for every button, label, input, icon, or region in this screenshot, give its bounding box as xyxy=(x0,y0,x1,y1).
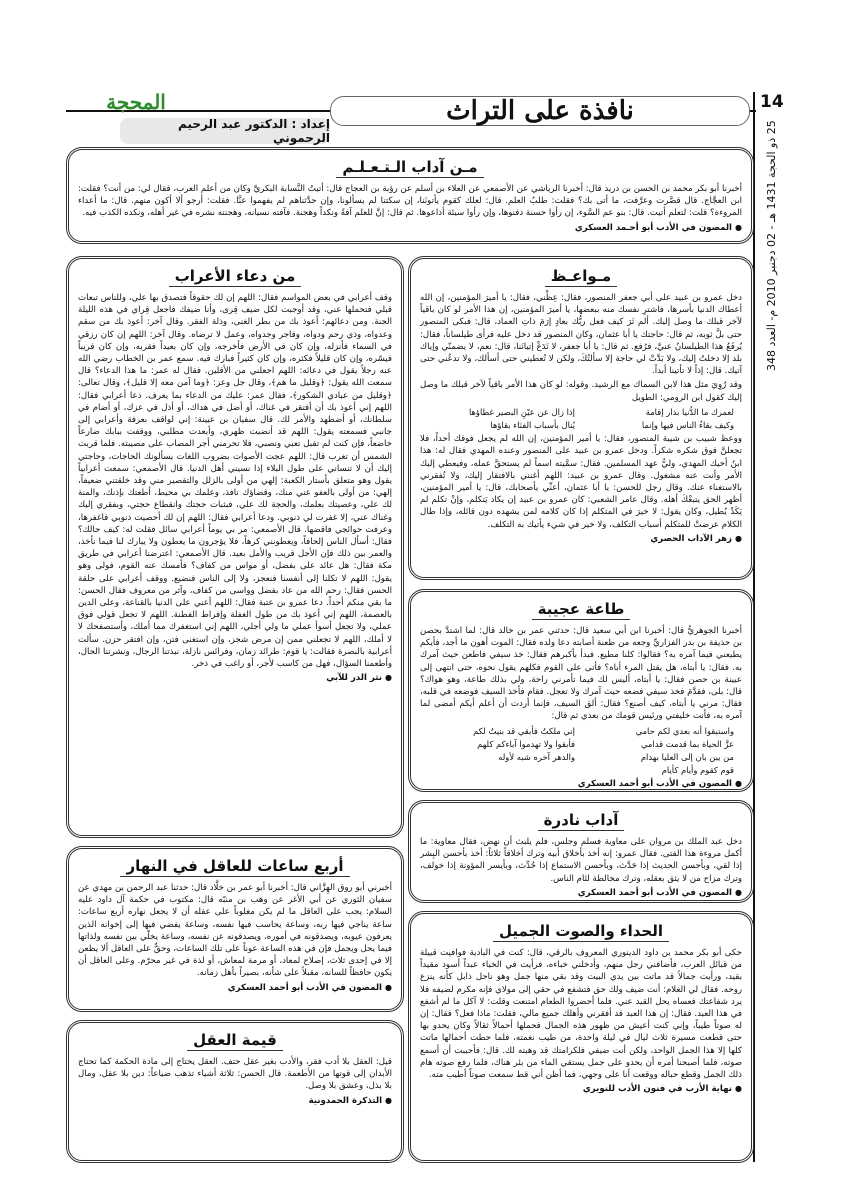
verse: لعمرك ما الدُّنيا بدار إقامة xyxy=(645,406,734,417)
verse: فأبقوا ولا تهدموا آباءكم كلهم xyxy=(477,738,575,749)
article-source: ●نثر الدر للآبي xyxy=(326,673,392,684)
article-source: ●نهاية الأرب في فنون الأدب للنويري xyxy=(582,1084,742,1095)
article-body: أخبرني أبو روق الهِزَّاني قال: أخبرنا أبو عمر بن خلَّاد قال: حدثنا عبد الرحمن بن مهدي عن سفيان الثوري عن أبي الأغر عن وهب بن منبّه قال: مكتوب في حكمة آل داود عليه السلام: يجب على العاقل ما لم يكن مغلوباً على عقله أن لا يجعل نهاره أربع ساعات: ساعة يناجي فيها ربه، وساعة يحاسب فيها نفسه، وساعة يفضي فيها إلى إخوانه الذين يعرفون عيوبه، ويصدقونه في أموره، ويصدقونه عن نفسه، وساعة يخلّي بين نفسه ولذاتها فيما يحل ويجمل فإن في هذه الساعة عوناً على تلك الساعات، وحقٌّ على العاقل ألا يظعن إلا في إحدى ثلاث، إصلاح لمعاد، أو مرمة لمعاش، أو لذة في غير محرّم. وعلى العاقل أن يكون حافظاً للسانه، مقبلاً على شأنه، بصيراً بأهل زمانه. xyxy=(78,883,392,979)
bullet-icon: ● xyxy=(735,222,742,232)
verse: واستبقوا أنه بعدي لكم حامي xyxy=(635,725,734,736)
verse: قوم كقوم وأيام كأيام xyxy=(661,765,734,776)
article-arba-saat xyxy=(66,846,404,1012)
article-dua-alaarab xyxy=(66,256,404,838)
article-alhida xyxy=(408,911,754,1163)
bullet-icon: ● xyxy=(735,887,742,897)
verse: إني ملكتُ فأبقي قد بنيتُ لكم xyxy=(473,725,575,736)
article-body-continued: ووعظ شبيب بن شيبة المنصور، فقال: يا أمير المؤمنين، إن الله لم يجعل فوقك أحداً، فلا تجعلنَّ فوق شكره شكراً. ودخل عمرو بن عبيد على المنصور وعنده المهدي فقال له: هذا ابنُ أخيك المهدي، وليُّ عهد المسلمين. فقال: سمَّيته اسماً لم يستحقَّ عمله، وفيعطي إليك الأمر وأنت عنه مشغول. وقال عمرو بن عبيد: اللهم أغنني بالافتقار إليك، ولا تُفقرني بالاستغناء عنك. وقال رجل للحسن: يا أبا عثمان، أعنِّي بأصحابك، قال: يا أمير المؤمنين، أظهر الحق يتبعْكَ أهله. وقال عامر الشعبي: كان عمرو بن عبيد إن يكاد يَتكلم، وإنْ تكلم لم يَكَدْ يُطيل، وكان يقول: لا خيرَ في المتكلم إذا كان كلامه لمن يشهده دون قائله، وإذا طال الكلام عرضتْ للمتكلم أسباب التكلف، ولا خير في شيء يأتيك به التكلف. xyxy=(420,434,742,530)
article-body: أخبرنا الجوهريُّ قال: أخبرنا ابن أبي سعيد قال: حدثني عمر بن خالد قال: لما اشتدَّ بحصن بن حذيفة بن بدر الفزاريِّ وجعه من طعنة أصابته دعا ولده فقال: الموت أهون ما أجد، فأيكم يطيعني فيما آمره به؟ فقالوا: كلنا مطيع. فبدأ بأكبرهم فقال: خذ سيفي فاطعن حيث آمرك به. فقال: يا أبتاه، هل يقتل المرء أباه؟ فأتى على القوم فكلهم يقول نحوه، حتى انتهى إلى عيينة بن حصن فقال: يا أبتاه، أليس لك فيما تأمرني راحة، ولي بذلك طاعة، وهو هواك؟ قال: بلى، فقدَّمَ فخذ سيفي فضعه حيث آمرك ولا تعجل. فقام فأخذ السيف فوضعه في قلبه، فقال: مرني يا أبتاه، كيف أصنع؟ فقال: ألق السيف، فإنما أردت أن أعلم أيكم أمضى لما آمره به، فأنت خليفتي ورئيس قومك من بعدي ثم قال: xyxy=(420,626,742,722)
article-title: مـواعـظ xyxy=(420,267,742,287)
article-taa-ajiba xyxy=(408,589,754,792)
article-title: طاعة عجيبة xyxy=(420,600,742,620)
verse: إذا زال عن عيْنِ البصير غطاؤها xyxy=(468,406,575,417)
issue-date-line: 25 ذو الحجة 1431 هـ - 02 دجنبر 2010 م- العدد 348 xyxy=(765,120,778,371)
bullet-icon: ● xyxy=(385,1095,392,1105)
article-source: ●المصون في الأدب أبو أحمد العسكري xyxy=(577,779,742,790)
verse: وكيف بقاءُ الناس فيها وإنما xyxy=(641,420,734,431)
article-title: أربع ساعات للعاقل في النهار xyxy=(78,857,392,877)
column-title: نافذة على التراث xyxy=(330,96,750,126)
article-source: ●المصون في الأدب أبو أحمد العسكري xyxy=(577,887,742,898)
article-body: دخل عمرو بن عبيد على أبي جعفر المنصور، فقال: عِظْني، فقال: يا أميرَ المؤمنين، إن الله أعطاك الدنيا بأسرها، فاشترِ نفسك منه ببعضها، يا أميرَ المؤمنين، إن هذا الأمر لو كان باقياً لآخر قبلك ما وصل إليك. ألم تَرَ كيف فعل ربُّك بعادٍ إرَمَ ذاتِ العماد، قال: فبكى المنصور حتى بلَّ ثوبه، ثم قال: حاجتك يا أبا عثمان، وكان المنصور قد دخل عليه فرأى طيلساناً، فقال: يُرفَعُ هذا الطيلسانُ عنيَّ، فرُفع. ثم قال: يا أبا جعفر، لا تَدَعْ إتيانَنا، قال: نعم، لا يضمنّي وإياك بلد إلا دخلتُ إليك، ولا بَدَّتْ لي حاجة إلا سألتُكَ، ولكن لا تُعطيني حتى أسألك، ولا تدعُني حتى آتيك. قال: إذاً لا تأتينا أبداً. xyxy=(420,293,742,377)
bullet-icon: ● xyxy=(385,982,392,992)
verse: يُنال بأسباب الفنَاء بقاؤها xyxy=(490,420,575,431)
verses-intro: وقد رُوِيَ مثل هذا لابن السماك مع الرشيد. وقوله: لو كان هذا الأمر باقياً لآخر قبلك ما وصل إليك كقول ابن الرومي: الطويل xyxy=(420,380,742,403)
article-body: وقف أعرابي في بعض المواسم فقال: اللهم إن لك حقوقاً فتصدق بها علي، وللناس تبعات قبلي فتحملها عني، وقد أوجبت لكل ضيف قِرى، وأنا ضيفك فاجعل قِراي في هذه الليلة الجنة. ومن دعائهم: أعوذ بك من بطر الغنى، وذلة الفقر. وقال آخر: أعوذ بك من سقم وعدواه، وذي رحم ودواه، وفاجر وجدواه، وعمل لا ترضاه. وقال آخر: اللهم إن كان رزقي في السماء فأنزله، وإن كان في الأرض فأخرجه، وإن كان بعيداً فقربه، وإن كان قريباً فيسّره، وإن كان قليلاً فكثره، وإن كان كثيراً فبارك فيه. سمع عمر بن الخطاب رضي الله عنه رجلاً يقول في دعائه: اللهم اجعلني من الأقلين. فقال له عمر: ما هذا الدعاء؟ قال سمعت الله يقول: ﴿وقليل ما هم﴾، وقال جل وعز: ﴿وما آمن معه إلا قليل﴾، وقال تعالى: ﴿وقليل من عبادي الشكور﴾، فقال عمر: عليك من الدعاء بما يعرف. دعا أعرابي فقال: اللهم إني أعوذ بك أن أفتقر في غناك، أو أضل في هداك، أو أذل في عزك، أو أضام في سلطانك، أو أضطهد والأمر لك. قال سفيان بن عيينة: إني لواقف بعرفة وأعرابي إلى جانبي فسمعته يقول: اللهم قد أنضبت ظهري، وأبعدت مطلبي، ووقفت ببابك ضارعاً خاضعاً، فإن كنت لم تقبل تعبي ونصبي، فلا تحرمني أجر المصاب على مصيبته. فلما قربت الشمس أن تغرب قال: اللهم عجت الأصوات بضروب اللغات يسألونك الحاجات، وحاجتي إليك أن لا تنساني على طول البلاء إذا نسيني أهل الدنيا. قال الأصمعي: سمعت أعرابياً يقول وهو متعلق بأستار الكعبة: إلهي من أولى بالزلل والتقصير مني وقد خلقتني ضعيفاً، إلهي: من أولى بالعفو عني منك، وقضاؤك نافذ، وعلمك بي محيط، أطعتك بإذنك، والمنة لك علي، وعصيتك بعلمك، والحجة لك علي، فبثبات حجتك وانقطاع حجتي، وبفقري إليك وغناك عني، إلا غفرت لي ذنوبي. ودعا أعرابي فقال: اللهم إن لك أحصيت ذنوبي فاغفرها، وعرفت حوائجي فاقضها. قال الأصمعي: مر بي يوماً أعرابي سائل فقلت له: كيف حالك؟ فقال: أسأل الناس إلحافاً، ويعطونني كرهاً، فلا يؤجرون ما يعطون ولا يبارك لنا فيما نأخذ، والعمر بين ذلك فإن الأجل قريب والأمل بعيد. قال الأصمعي: اعترضنا أعرابي في طريق مكة فقال: هل عائد على بفضل، أو مواس من كفاف؟ فأمسك عنه القوم، فولى وهو يقول: اللهم لا تكلنا إلى أنفسنا فنعجز، ولا إلى الناس فنضيع. ووقف أعرابي على حلقة الحسن فقال: رحم الله من عاد بفضل وواسى من كفاف، وآثر من معروف فقال الحسن: ما بقي منكم أحداً. دعا عمرو بن عتبة فقال: اللهم أعني على الدنيا بالقناعة، وعلى الدين بالعصمة، اللهم إني أعوذ بك من طول الغفلة وإفراط الفطنة. اللهم لا تجعل قولي فوق عملي، ولا تجعل أسوأ عملي ما ولي أجلي، اللهم إني استغفرك مما أملك، وأستصفحك لا لا أملك، اللهم لا تجعلني ممن إن مرض شجز، وإن استغنى فتن، وإن افتقر حزن. سألت أعرابية بالبصرة فقالت: يا قوم: طرائد زمان، وفرائس نازلة، نبذتنا الرجال، ونشرتنا الحال، وأطعمنا السؤال، فهل من كاسب لأجر، أو راغب في ذخر. xyxy=(78,293,392,670)
verse: عزَّ الحياة بما قدمت قدامي xyxy=(640,738,734,749)
bullet-icon: ● xyxy=(735,533,742,543)
article-title: مـن آداب الـتـعـلـم xyxy=(78,158,742,178)
poem-verses xyxy=(428,725,734,777)
article-title: قيمة العقل xyxy=(78,1031,392,1051)
bullet-icon: ● xyxy=(385,673,392,683)
brand-logo: المحجة xyxy=(106,90,166,114)
article-source: ●المصون في الأدب أبو أحمد العسكري xyxy=(227,982,392,993)
article-adab-altaallum xyxy=(66,147,754,244)
bullet-icon: ● xyxy=(735,779,742,789)
article-source: ●المصون في الأدب أبو أحـمد العسكري xyxy=(574,222,742,233)
article-body: دخل عبد الملك بن مروان على معاوية فسلم وجلس، فلم يلبث أن نهض، فقال معاوية: ما أكمل مروءة هذا الفتى. فقال عمرو: إنه أخذ بأخلاق أبيه وترك أخلاقاً ثلاثاً: أخذ بأحسن البِشر إذا لقي، وبأحسن الحديث إذا حَدَّث، وبأحسن الاستماع إذا حُدِّث، وبأيسر المؤونة إذا خولف، وترك مزاح من لا يثق بعقله، وترك مخالطة لئام الناس. xyxy=(420,837,742,884)
verse: من يبن بان إلى العليا بهدام xyxy=(640,752,734,762)
article-body: أخبرنا أبو بكر محمد بن الحسن بن دريد قال: أخبرنا الرياشي عن الأصمعي عن العلاء بن أسلم عن رؤبة بن العجاج قال: أتيتُ النَّسابة البكريَّ وكان من أعلم العرب، فقال لي: من أنت؟ فقلت: ابن العجَّاج. قال قصَّرت وعرَّفت، ما أتى بك؟ فقلت: طلبُ العلم. قال: لعلك كقوم يأتونَنا، إن سكتنا لم يسألونا، وإن حدَّثناهم لم يفهموا عنَّا. فقلت: أرجو ألا أكون منهم. قال: ما أعداء المروءة؟ قلت: لتعلم أتيت. قال: بنو عم السَّوء، إن رأوا حسنة دفنوها، وإن رأوا سيئة أذاعوها. ثم قال: إنَّ للعلم آفةً ونكداً وهجنة. فآفته نسيانه، وهجنته نشره في غير أهله، ونكده الكذب فيه. xyxy=(78,184,742,219)
article-adab-nadira xyxy=(408,800,754,903)
article-source: ●التذكرة الحمدونية xyxy=(308,1095,392,1106)
article-title: من دعاء الأعراب xyxy=(78,267,392,287)
poem-verses xyxy=(428,406,734,431)
author-credit: إعداد : الدكتور عبد الرحيم الرحموني xyxy=(120,118,330,144)
article-title: الحداء والصوت الجميل xyxy=(420,922,742,942)
bullet-icon: ● xyxy=(735,1084,742,1094)
page-number: 14 xyxy=(760,92,784,112)
article-qimat-alaql xyxy=(66,1020,404,1163)
verse: والدهر آخره شبه لأوله xyxy=(498,752,575,762)
article-source: ●زهر الآداب الحصري xyxy=(650,533,742,544)
article-body: حكى أبو بكر محمد بن داود الدينوري المعروف بالرقي، قال: كنت في البادية فوافيت قبيلة من قبائل العرب، فأضافني رجل منهم، وأدخلني خباءه، فرأيت في الخباء عبداً أسود مقيداً بقيد، ورأيت جمالاً قد ماتت بين يدي البيت وقد بقي منها جمل وهو ناحل ذابل كأنه ينزع روحه. فقال لي الغلام: أنت ضيف ولك حق فتشفع في حقي إلى مولاي فإنه مكرم لضيفه فلا يرد شفاعتك فعساه يحل القيد عني. فلما أحضروا الطعام امتنعت وقلت: لا آكل ما لم أشفع في هذا العبد. فقال: إن هذا العبد قد أفقرني وأهلك جميع مالي، فقلت: ماذا فعل؟ فقال: إن له صوتاً طيباً، وإني كنت أعيش من ظهور هذه الجمال فحملها أحمالاً ثقالاً وكان يحدو بها حتى قطعت مسيرة ثلاث ليال في ليلة واحدة، من طيب نغمته، فلما حطت أحمالها ماتت كلها إلا هذا الجمل الواحد، ولكن أنت ضيفي فلكرامتك قد وهبته لك. قال: فأحببت أن أسمع صوته، فلما أصبحنا أمره أن يحدو على جمل يستقي الماء من بئر هناك، فلما رفع صوته هام ذلك الجمل وقطع حباله ووقعت أنا على وجهي، فما أظن أني قط سمعت صوتاً أطيب منه. xyxy=(420,948,742,1081)
article-body: قيل: العقل بلا أدب فقر، والأدب بغير عقل حتف. العقل يحتاج إلى مادة الحكمة كما تحتاج الأبدان إلى قوتها من الأطعمة. قال الحسن: ثلاثة أشياء تذهب ضياعاً: دين بلا عقل، ومال بلا بذل، وعشق بلا وصل. xyxy=(78,1057,392,1092)
article-mawaiz xyxy=(408,256,754,580)
article-title: آداب نادرة xyxy=(420,811,742,831)
